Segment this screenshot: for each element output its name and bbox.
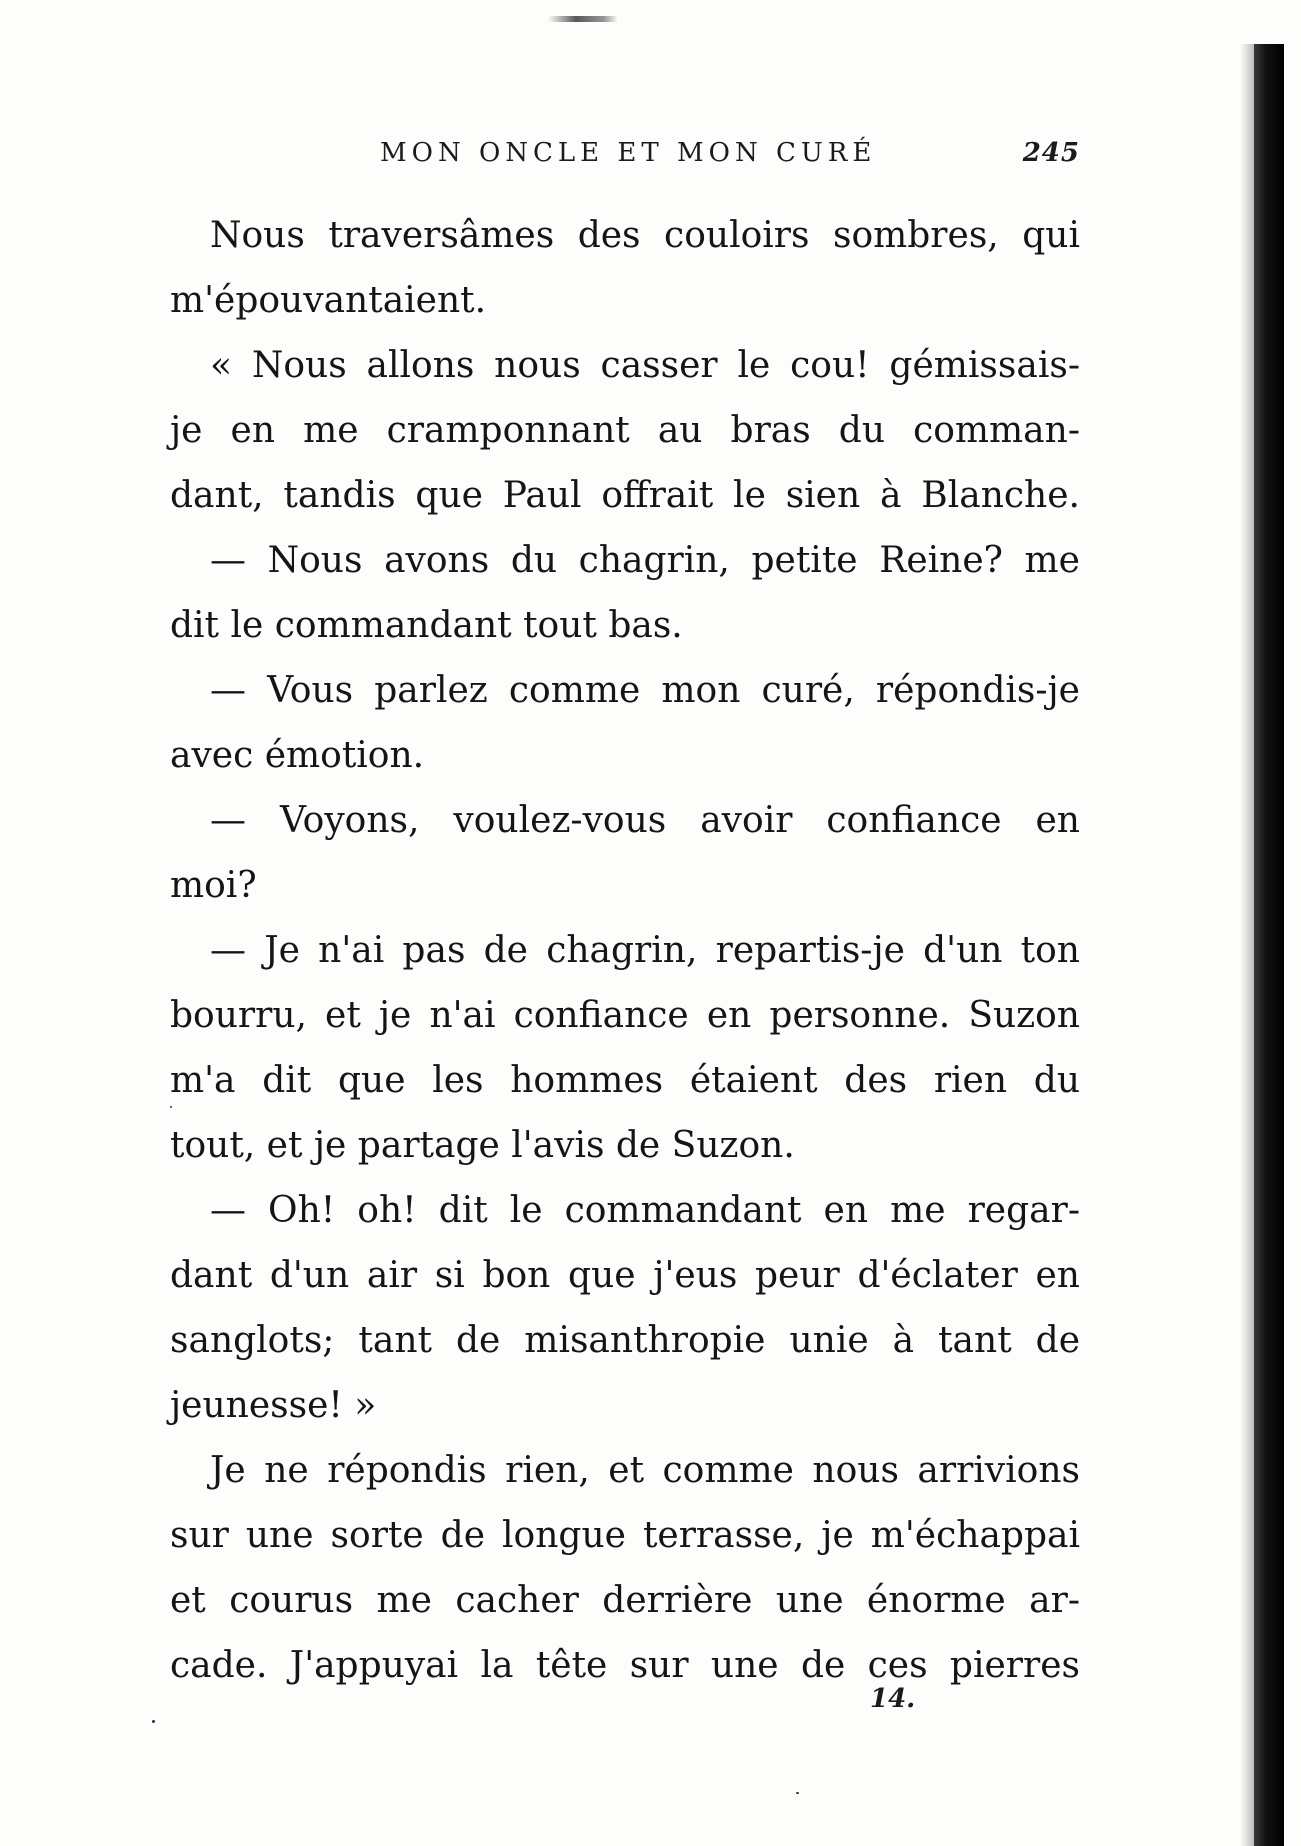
print-speck: [170, 1106, 172, 1108]
body-text: [170, 203, 1080, 1698]
text-line: — Je n'ai pas de chagrin, repartis-je d'un ton: [210, 930, 1080, 971]
text-line: Je ne répondis rien, et comme nous arrivions: [210, 1450, 1080, 1491]
text-line: « Nous allons nous casser le cou! gémissais-: [210, 345, 1080, 386]
text-line: jeunesse! »: [170, 1385, 377, 1426]
running-title: MON ONCLE ET MON CURÉ: [380, 138, 877, 168]
text-line: sanglots; tant de misanthropie unie à tant de: [170, 1320, 1080, 1361]
text-line: moi?: [170, 865, 257, 906]
text-line: m'épouvantaient.: [170, 280, 487, 321]
text-line: avec émotion.: [170, 735, 425, 776]
signature-mark: 14.: [870, 1684, 916, 1714]
text-line: sur une sorte de longue terrasse, je m'échappai: [170, 1515, 1080, 1556]
text-line: m'a dit que les hommes étaient des rien du: [170, 1060, 1080, 1101]
text-line: tout, et je partage l'avis de Suzon.: [170, 1125, 795, 1166]
text-line: dant d'un air si bon que j'eus peur d'éclater en: [170, 1255, 1080, 1296]
text-line: — Nous avons du chagrin, petite Reine? me: [210, 540, 1080, 581]
text-line: — Oh! oh! dit le commandant en me regar-: [210, 1190, 1080, 1231]
ink-smudge: [548, 16, 618, 22]
text-line: — Vous parlez comme mon curé, répondis-je: [210, 670, 1080, 711]
page-number: 245: [1022, 138, 1080, 168]
text-line: cade. J'appuyai la tête sur une de ces pierres: [170, 1645, 1080, 1686]
print-speck: [796, 1792, 799, 1794]
text-line: Nous traversâmes des couloirs sombres, qui: [210, 215, 1080, 256]
text-line: je en me cramponnant au bras du comman-: [170, 410, 1080, 451]
text-line: dant, tandis que Paul offrait le sien à Blanche.: [170, 475, 1080, 516]
text-line: dit le commandant tout bas.: [170, 605, 683, 646]
text-line: et courus me cacher derrière une énorme ar-: [170, 1580, 1080, 1621]
page-gutter-shadow: [1240, 44, 1254, 1846]
page-edge: [1254, 44, 1284, 1846]
text-line: — Voyons, voulez-vous avoir confiance en: [210, 800, 1080, 841]
page-header: [170, 138, 1080, 178]
print-speck: [152, 1720, 155, 1723]
text-line: bourru, et je n'ai confiance en personne. Suzon: [170, 995, 1080, 1036]
